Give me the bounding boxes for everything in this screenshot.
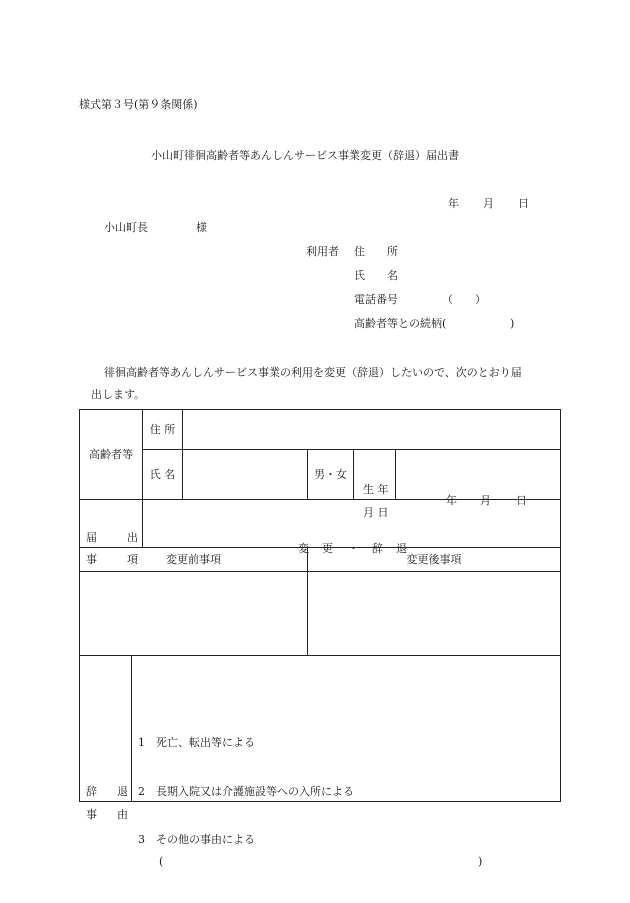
elderly-name-label: 氏 名 [149,468,176,481]
reason-label-char-2: 退 [117,784,128,798]
form-number: 様式第３号(第９条関係) [79,98,198,111]
birth-day-label: 日 [516,493,527,507]
after-change-field[interactable] [308,572,561,656]
after-change-header [308,548,561,572]
elderly-label: 高齢者等 [89,448,133,461]
body-text-line-1: 徘徊高齢者等あんしんサービス事業の利用を変更（辞退）したいので、次のとおり届 [104,366,522,379]
notice-option-change-char-1: 変 [298,541,309,555]
applicant-phone-label: 電話番号 [354,293,398,306]
birth-label-line-2: 月 日 [363,505,389,519]
birth-year-label: 年 [446,493,457,507]
recipient-honorific: 様 [196,221,207,234]
notice-label-char-1: 届 [86,530,97,544]
notification-table [79,409,561,868]
recipient-name: 小山町長 [104,221,148,234]
page-title: 小山町徘徊高齢者等あんしんサービス事業変更（辞退）届出書 [151,149,459,162]
reason-label-cell [80,656,132,821]
applicant-label: 利用者 [306,245,339,258]
birth-label-line-1: 生 年 [363,482,389,496]
body-text-line-2: 出します。 [91,388,146,401]
before-change-field[interactable] [80,572,308,656]
notice-label-char-2: 出 [127,530,138,544]
notice-label-char-4: 項 [127,552,138,566]
reason-label-char-4: 由 [117,807,128,821]
applicant-address-label: 住 所 [354,245,398,258]
notice-option-withdraw-char-2: 退 [396,541,407,555]
reason-label-char-1: 辞 [86,784,97,798]
date-month-label: 月 [483,197,494,210]
elderly-name-label-cell [143,450,183,500]
reason-option-1[interactable]: 1 死亡、転出等による [138,735,255,749]
elderly-address-label: 住 所 [149,423,176,436]
reason-other-close-paren: ) [478,854,483,868]
birth-month-label: 月 [480,493,491,507]
birth-date-field[interactable] [396,450,561,507]
after-change-label: 変更後事項 [406,553,462,566]
date-year-label: 年 [448,197,459,210]
gender-options: 男・女 [314,468,347,481]
applicant-phone-parens: （ ） [442,293,486,306]
elderly-address-label-cell [143,410,183,450]
elderly-address-field[interactable] [183,410,561,450]
notice-label-cell [80,500,143,566]
before-change-label: 変更前事項 [166,553,221,566]
notice-type-select[interactable] [143,500,561,555]
applicant-name-label: 氏 名 [354,269,398,282]
elderly-name-field[interactable] [183,450,308,500]
gender-select[interactable] [308,450,354,500]
notice-option-withdraw-char-1: 辞 [372,541,383,555]
notice-option-change-char-2: 更 [322,541,333,555]
reason-options-cell [132,656,561,868]
reason-other-open-paren: ( [159,854,164,868]
applicant-relation-close: ) [510,317,515,330]
reason-option-3[interactable]: 3 その他の事由による [138,832,255,846]
elderly-label-cell [80,410,143,500]
reason-label-char-3: 事 [86,807,97,821]
notice-option-separator: ・ [348,541,359,555]
reason-option-2[interactable]: 2 長期入院又は介護施設等への入所による [138,784,354,798]
date-day-label: 日 [518,197,529,210]
notice-label-char-3: 事 [86,552,97,566]
before-change-header [80,548,308,572]
birth-label-cell [354,450,396,519]
applicant-relation-label: 高齢者等との続柄( [354,317,447,330]
